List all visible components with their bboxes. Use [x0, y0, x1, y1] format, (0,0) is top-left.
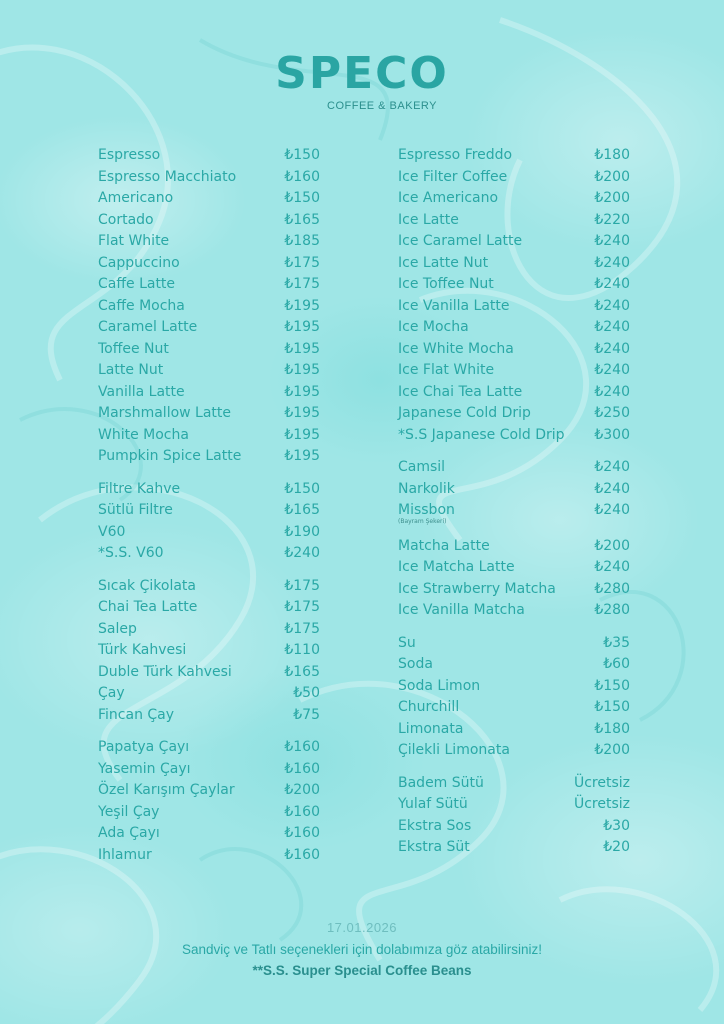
menu-item-name: Chai Tea Latte	[98, 599, 198, 615]
menu-item-price: Ücretsiz	[573, 796, 630, 812]
menu-item-name: Ekstra Süt	[398, 839, 470, 855]
menu-item-name: Sıcak Çikolata	[98, 577, 196, 594]
menu-item	[398, 210, 630, 232]
menu-item-price: ₺200	[594, 742, 630, 758]
menu-item-price: ₺240	[594, 276, 630, 292]
brand-logo	[0, 48, 724, 112]
menu-item	[398, 773, 630, 795]
menu-item-name: Çay	[98, 685, 125, 701]
menu-item-price: ₺195	[284, 448, 320, 464]
menu-item-price: ₺180	[594, 720, 630, 737]
menu-item-name: Missbon	[398, 502, 455, 518]
menu-item-name: Americano	[98, 190, 174, 206]
menu-item-price: ₺240	[594, 340, 630, 357]
footer-info: Sandviç ve Tatlı seçenekleri için dolabımıza göz atabilirsiniz!	[182, 942, 542, 957]
menu-item-price: ₺150	[594, 699, 630, 715]
menu-item-price: ₺240	[594, 559, 630, 575]
menu-item	[98, 597, 320, 619]
menu-item	[98, 683, 320, 705]
menu-item-price: ₺195	[284, 383, 320, 400]
menu-item-name: Cortado	[98, 211, 154, 228]
menu-item-name: Ekstra Sos	[398, 817, 472, 834]
menu-item	[398, 188, 630, 210]
menu-item-price: ₺20	[603, 839, 630, 855]
menu-item-price: ₺75	[293, 706, 320, 723]
menu-item-name: Limonata	[398, 720, 464, 737]
menu-item-price: ₺160	[284, 760, 320, 777]
menu-item-name: Cappuccino	[98, 254, 180, 271]
menu-item-name: Caramel Latte	[98, 319, 198, 335]
menu-item-price: ₺240	[594, 319, 630, 335]
footer-beans-note: **S.S. Super Special Coffee Beans	[252, 963, 472, 978]
menu-item-name: Soda Limon	[398, 677, 481, 694]
menu-item	[398, 296, 630, 318]
menu-item	[398, 557, 630, 579]
menu-item-name: Ice Toffee Nut	[398, 276, 494, 292]
menu-item-price: ₺30	[603, 817, 630, 834]
menu-item	[398, 382, 630, 404]
menu-item-price: ₺195	[284, 362, 320, 378]
menu-item	[398, 479, 630, 501]
menu-item-price: ₺185	[284, 233, 320, 249]
menu-item	[98, 446, 320, 468]
menu-item-price: ₺165	[284, 663, 320, 680]
menu-item-price: ₺195	[284, 405, 320, 421]
menu-item-name: Ice Strawberry Matcha	[398, 580, 556, 597]
menu-item-name: Ihlamur	[98, 846, 152, 863]
menu-item-name: Espresso Macchiato	[98, 168, 237, 185]
menu-item	[98, 382, 320, 404]
menu-item-name: Ice Vanilla Matcha	[398, 602, 525, 618]
menu-item	[398, 231, 630, 253]
menu-item-price: ₺165	[284, 502, 320, 518]
menu-item	[398, 837, 630, 859]
menu-item	[398, 579, 630, 601]
menu-item	[98, 737, 320, 759]
menu-item-price: ₺195	[284, 340, 320, 357]
menu-group	[98, 737, 320, 866]
menu-item-name: Ice Chai Tea Latte	[398, 383, 523, 400]
menu-item	[398, 317, 630, 339]
menu-item-price: ₺240	[594, 383, 630, 400]
menu-item-name: Toffee Nut	[98, 340, 169, 357]
menu-item-price: ₺175	[284, 599, 320, 615]
menu-item-price: ₺200	[594, 190, 630, 206]
menu-item-name: White Mocha	[98, 426, 189, 443]
menu-item-price: ₺240	[284, 545, 320, 561]
menu-item-note: (Bayram Şekeri)	[398, 517, 447, 525]
menu-item-name: Narkolik	[398, 480, 455, 497]
menu-group	[398, 773, 630, 859]
menu-item-name: Salep	[98, 620, 137, 637]
menu-item-price: ₺150	[284, 147, 320, 163]
menu-item	[398, 633, 630, 655]
menu-item	[398, 600, 630, 622]
menu-item-price: ₺150	[594, 677, 630, 694]
menu-item-name: Matcha Latte	[398, 537, 490, 554]
menu-item	[98, 823, 320, 845]
menu-item-price: ₺160	[284, 803, 320, 820]
menu-item	[398, 167, 630, 189]
menu-item	[98, 360, 320, 382]
menu-item-name: Ice Matcha Latte	[398, 559, 515, 575]
menu-group	[98, 576, 320, 727]
menu-item-price: ₺190	[284, 523, 320, 540]
brand-subtitle: COFFEE & BAKERY	[327, 100, 437, 112]
menu-item-price: ₺175	[284, 254, 320, 271]
menu-item-price: ₺165	[284, 211, 320, 228]
menu-item-price: ₺240	[594, 297, 630, 314]
menu-item-price: ₺240	[594, 459, 630, 475]
menu-item-name: Espresso Freddo	[398, 147, 513, 163]
menu-group	[98, 145, 320, 468]
menu-item-name: *S.S. V60	[98, 545, 164, 561]
menu-group	[398, 633, 630, 762]
menu-item-name: Ice Latte	[398, 211, 459, 228]
menu-item	[398, 719, 630, 741]
menu-item	[98, 500, 320, 522]
menu-item	[98, 253, 320, 275]
menu-item-name: Filtre Kahve	[98, 480, 181, 497]
menu-item-price: ₺200	[594, 537, 630, 554]
menu-item-name: Fincan Çay	[98, 706, 175, 723]
menu-item-name: Papatya Çayı	[98, 739, 190, 755]
menu-item-price: ₺60	[603, 656, 630, 672]
menu-item-name: Badem Sütü	[398, 774, 484, 791]
brand-name-text: SPECO	[275, 48, 449, 99]
menu-item-name: Camsil	[398, 459, 446, 475]
menu-group	[398, 145, 630, 446]
menu-item	[98, 317, 320, 339]
menu-item	[98, 640, 320, 662]
menu-item-price: ₺160	[284, 846, 320, 863]
menu-item-price: ₺160	[284, 825, 320, 841]
menu-item-name: Caffe Mocha	[98, 297, 185, 314]
brand-name	[0, 48, 724, 100]
menu-item-price: ₺240	[594, 254, 630, 271]
menu-item-price: ₺280	[594, 602, 630, 618]
menu-item-price: ₺200	[284, 782, 320, 798]
menu-item	[98, 188, 320, 210]
menu-item-name: Ice White Mocha	[398, 340, 514, 357]
menu-item	[98, 479, 320, 501]
menu-item	[398, 654, 630, 676]
menu-item	[98, 339, 320, 361]
menu-item	[98, 759, 320, 781]
menu-item	[98, 296, 320, 318]
menu-item	[398, 274, 630, 296]
menu-item-name: Espresso	[98, 147, 161, 163]
menu-item-name: Türk Kahvesi	[98, 642, 187, 658]
menu-item-price: ₺250	[594, 405, 630, 421]
menu-item-name: Japanese Cold Drip	[398, 405, 531, 421]
menu-item	[98, 210, 320, 232]
menu-item-price: ₺150	[284, 480, 320, 497]
menu-item-price: ₺175	[284, 276, 320, 292]
menu-item-name: Latte Nut	[98, 362, 164, 378]
menu-item-name: Soda	[398, 656, 433, 672]
menu-item	[398, 697, 630, 719]
menu-item-name: Özel Karışım Çaylar	[98, 782, 235, 798]
menu-item	[398, 339, 630, 361]
menu-item-name: Ice Caramel Latte	[398, 233, 523, 249]
menu-item	[398, 794, 630, 816]
menu-item	[398, 425, 630, 447]
menu-item-name: Ice Latte Nut	[398, 254, 489, 271]
menu-item-price: ₺175	[284, 577, 320, 594]
menu-item-name: Ice Vanilla Latte	[398, 297, 510, 314]
menu-item-price: ₺220	[594, 211, 630, 228]
menu-item-price: ₺280	[594, 580, 630, 597]
menu-date: 17.01.2026	[326, 920, 398, 935]
menu-item	[98, 145, 320, 167]
menu-item-name: Ada Çayı	[98, 825, 160, 841]
menu-group	[398, 457, 630, 525]
menu-item-name: V60	[98, 523, 126, 540]
menu-item	[398, 145, 630, 167]
menu-item	[398, 253, 630, 275]
menu-item	[98, 403, 320, 425]
menu-item	[398, 816, 630, 838]
menu-item-price: ₺195	[284, 297, 320, 314]
menu-item-price: ₺180	[594, 147, 630, 163]
menu-item-price: ₺160	[284, 168, 320, 185]
menu-item-price: ₺200	[594, 168, 630, 185]
menu-item-name: Ice Mocha	[398, 319, 469, 335]
menu-item	[98, 619, 320, 641]
menu-item-name: Su	[398, 634, 416, 651]
menu-item-name: Yasemin Çayı	[98, 760, 191, 777]
menu-item-name: Ice Americano	[398, 190, 499, 206]
menu-item	[398, 457, 630, 479]
menu-item-name: Churchill	[398, 699, 460, 715]
menu-item	[98, 425, 320, 447]
menu-item	[98, 845, 320, 867]
menu-item-price: ₺150	[284, 190, 320, 206]
menu-item-price: ₺175	[284, 620, 320, 637]
menu-item-price: ₺35	[603, 634, 630, 651]
menu-item	[98, 780, 320, 802]
menu-item-price: ₺240	[594, 480, 630, 497]
menu-item-name: Çilekli Limonata	[398, 742, 510, 758]
menu-item-name: Caffe Latte	[98, 276, 176, 292]
menu-group	[398, 536, 630, 622]
menu-item-name: Flat White	[98, 233, 170, 249]
menu-item-price: ₺240	[594, 502, 630, 518]
menu-item	[398, 403, 630, 425]
menu-item	[398, 360, 630, 382]
menu-item	[398, 676, 630, 698]
menu-item-price: ₺160	[284, 739, 320, 755]
menu-item-name: Pumpkin Spice Latte	[98, 448, 242, 464]
menu-item	[98, 167, 320, 189]
menu-item-price: ₺195	[284, 319, 320, 335]
menu-item-price: ₺300	[594, 426, 630, 443]
menu-item	[398, 740, 630, 762]
menu-item-price: ₺110	[284, 642, 320, 658]
menu-item-price: ₺240	[594, 362, 630, 378]
menu-item-name: Sütlü Filtre	[98, 502, 173, 518]
menu-item	[98, 522, 320, 544]
menu-item-price: ₺240	[594, 233, 630, 249]
menu-group	[98, 479, 320, 565]
menu-item-name: Yeşil Çay	[98, 803, 160, 820]
menu-item-price: ₺50	[293, 685, 320, 701]
menu-item	[98, 705, 320, 727]
menu-column-right	[398, 145, 630, 870]
menu-item	[98, 543, 320, 565]
menu-item-name: Ice Filter Coffee	[398, 168, 508, 185]
menu-item-name: *S.S Japanese Cold Drip	[398, 426, 565, 443]
menu-item	[98, 576, 320, 598]
menu-item	[98, 231, 320, 253]
menu-item-name: Vanilla Latte	[98, 383, 185, 400]
menu-item	[98, 802, 320, 824]
menu-item	[98, 662, 320, 684]
menu-item-name: Ice Flat White	[398, 362, 495, 378]
menu-item-name: Marshmallow Latte	[98, 405, 232, 421]
menu-item-name: Yulaf Sütü	[398, 796, 468, 812]
menu-item-price: Ücretsiz	[573, 774, 630, 791]
menu-item	[98, 274, 320, 296]
menu-item-price: ₺195	[284, 426, 320, 443]
menu-item	[398, 536, 630, 558]
menu-item-name: Duble Türk Kahvesi	[98, 663, 232, 680]
menu-column-left	[98, 145, 320, 877]
